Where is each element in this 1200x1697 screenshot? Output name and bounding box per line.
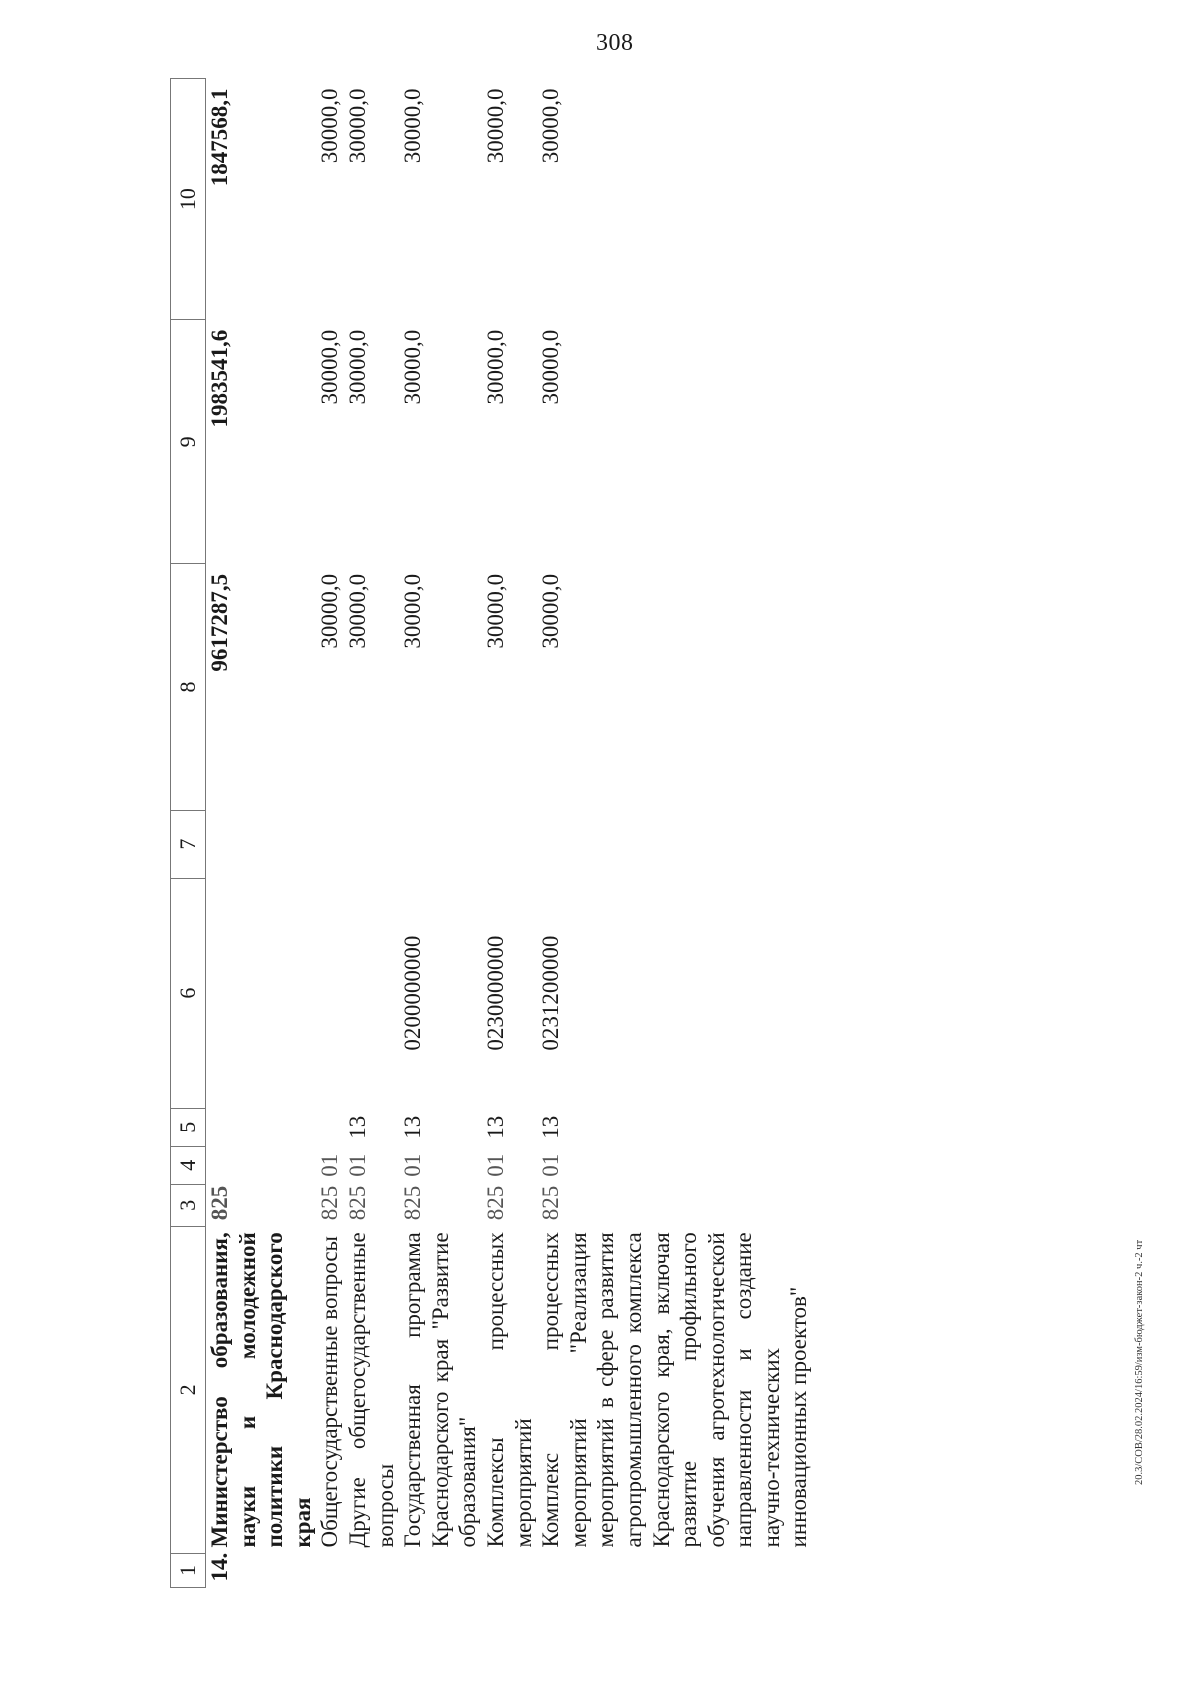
table-row (316, 79, 344, 1588)
column-header: 3 (171, 1184, 206, 1226)
row-name-cell: Комплексы процессных мероприятий (482, 1232, 536, 1548)
amount-col10-cell: 30000,0 (344, 88, 370, 164)
amount-col8-cell: 9617287,5 (207, 573, 232, 672)
amount-col9-cell: 30000,0 (482, 329, 508, 405)
section-code-cell (206, 1146, 317, 1184)
row-name-cell: Другие общегосударственные вопросы (344, 1232, 398, 1548)
amount-col8-cell: 30000,0 (482, 573, 508, 649)
target-article-cell (316, 878, 344, 1108)
ministry-code-cell: 825 (317, 1185, 343, 1221)
target-article-cell: 0230000000 (482, 935, 508, 1051)
subsection-code-cell: 13 (344, 1115, 370, 1139)
expense-type-cell (399, 810, 482, 878)
ministry-code-cell: 825 (538, 1185, 564, 1221)
table-row (482, 79, 537, 1588)
expense-type-cell (316, 810, 344, 878)
target-article-cell: 0200000000 (400, 935, 426, 1051)
row-name-cell: Государственная программа Краснодарского края "Развитие образования" (400, 1232, 481, 1548)
expense-type-cell (206, 810, 317, 878)
amount-col10-cell: 1847568,1 (207, 88, 232, 187)
table-row (344, 79, 399, 1588)
row-number-cell (537, 1553, 813, 1587)
ministry-code-cell: 825 (207, 1185, 232, 1221)
row-number-cell (399, 1553, 482, 1587)
row-number-cell (482, 1553, 537, 1587)
subsection-code-cell: 13 (538, 1115, 564, 1139)
row-number-cell (316, 1553, 344, 1587)
amount-col10-cell: 30000,0 (317, 88, 343, 164)
footer-code: 20.3/СОВ/28.02.2024/16:59/изм-бюджет-закон-2 ч.-2 чт (1134, 1239, 1145, 1485)
section-code-cell: 01 (317, 1153, 343, 1177)
section-code-cell: 01 (344, 1153, 370, 1177)
amount-col10-cell: 30000,0 (538, 88, 564, 164)
amount-col8-cell: 30000,0 (344, 573, 370, 649)
page-number: 308 (596, 30, 634, 56)
subsection-code-cell: 13 (482, 1115, 508, 1139)
column-header: 1 (171, 1553, 206, 1587)
amount-col9-cell: 30000,0 (400, 329, 426, 405)
row-name-cell: Общегосударственные вопросы (317, 1235, 343, 1548)
amount-col10-cell: 30000,0 (400, 88, 426, 164)
table-row (206, 79, 317, 1588)
rotated-table-area (170, 78, 1030, 1588)
target-article-cell (344, 878, 399, 1108)
column-header: 7 (171, 810, 206, 878)
subsection-code-cell (206, 1108, 317, 1146)
column-header: 2 (171, 1226, 206, 1553)
subsection-code-cell: 13 (400, 1115, 426, 1139)
column-header: 4 (171, 1146, 206, 1184)
amount-col9-cell: 30000,0 (538, 329, 564, 405)
expense-type-cell (344, 810, 399, 878)
amount-col9-cell: 30000,0 (317, 329, 343, 405)
column-header: 10 (171, 79, 206, 320)
target-article-cell: 0231200000 (538, 935, 564, 1051)
ministry-code-cell: 825 (344, 1185, 370, 1221)
column-header: 6 (171, 878, 206, 1108)
section-code-cell: 01 (400, 1153, 426, 1177)
expense-type-cell (482, 810, 537, 878)
amount-col9-cell: 1983541,6 (207, 329, 232, 428)
row-name-cell: Комплекс процессных мероприятий "Реализация мероприятий в сфере развития агропромышленного комплекса Краснодарского края, включая развитие профильного обучения агротехнологической направленности и создание научно-технических инновационных проектов" (538, 1232, 812, 1548)
column-header: 8 (171, 564, 206, 810)
target-article-cell (206, 878, 317, 1108)
table-row (399, 79, 482, 1588)
amount-col10-cell: 30000,0 (482, 88, 508, 164)
column-header: 5 (171, 1108, 206, 1146)
amount-col8-cell: 30000,0 (317, 573, 343, 649)
column-header: 9 (171, 320, 206, 564)
table-row (537, 79, 813, 1588)
ministry-code-cell: 825 (400, 1185, 426, 1221)
section-code-cell: 01 (482, 1153, 508, 1177)
section-code-cell: 01 (538, 1153, 564, 1177)
amount-col8-cell: 30000,0 (538, 573, 564, 649)
amount-col8-cell: 30000,0 (400, 573, 426, 649)
row-number-cell (344, 1553, 399, 1587)
amount-col9-cell: 30000,0 (344, 329, 370, 405)
ministry-code-cell: 825 (482, 1185, 508, 1221)
expense-type-cell (537, 810, 813, 878)
subsection-code-cell (316, 1108, 344, 1146)
budget-table (170, 78, 813, 1588)
table-header-row (171, 79, 206, 1588)
row-name-cell: Министерство образования, науки и молодежной политики Краснодарского края (207, 1232, 315, 1548)
row-number-cell: 14. (207, 1552, 232, 1582)
